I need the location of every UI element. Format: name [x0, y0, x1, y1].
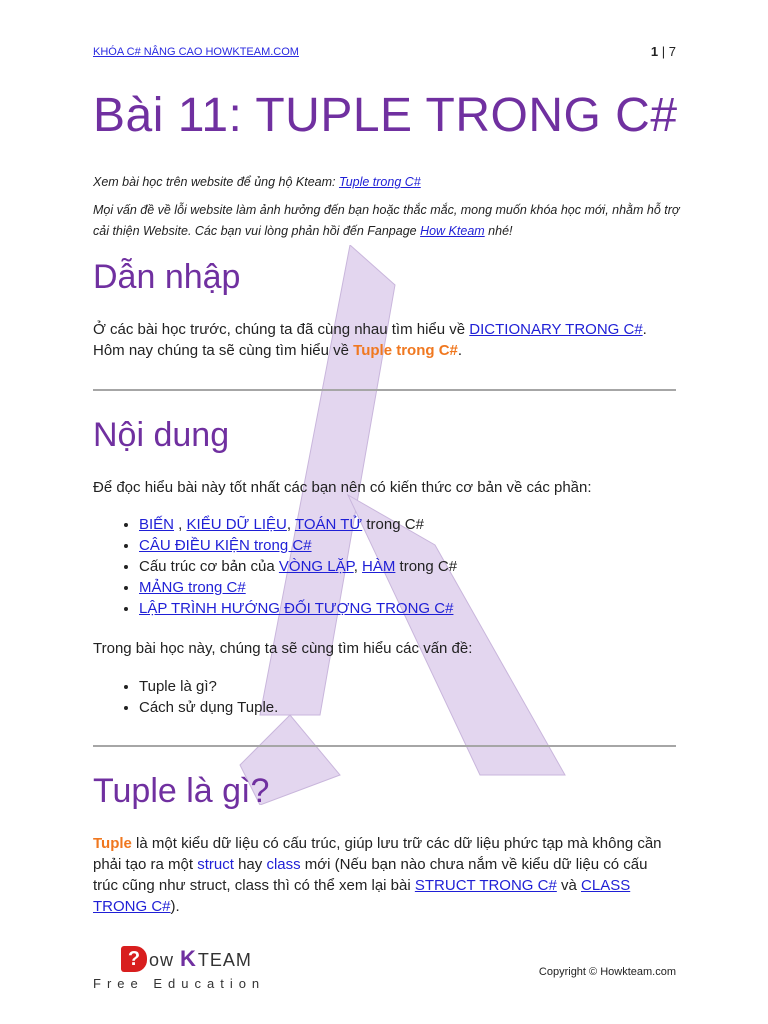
- divider: [93, 389, 676, 391]
- page-separator: |: [658, 44, 669, 59]
- ham-link[interactable]: HÀM: [362, 558, 396, 575]
- intro-paragraph: Ở các bài học trước, chúng ta đã cùng nhau tìm hiểu về DICTIONARY TRONG C#. Hôm nay chúng ta sẽ cùng tìm hiểu về Tuple trong C#.: [93, 321, 647, 359]
- copyright-text: Copyright © Howkteam.com: [538, 966, 676, 978]
- list-item: • BIẾN , KIỂU DỮ LIỆU, TOÁN TỬ trong C#: [139, 514, 457, 535]
- page-number: [651, 44, 676, 59]
- section-heading-content: Nội dung: [93, 416, 230, 454]
- course-header-link[interactable]: KHÓA C# NÂNG CAO HOWKTEAM.COM: [93, 46, 299, 58]
- total-pages: 7: [668, 44, 676, 59]
- mang-link[interactable]: MẢNG trong C#: [139, 579, 246, 596]
- bien-link[interactable]: BIẾN: [139, 516, 175, 533]
- intro-feedback-line: Mọi vấn đề về lỗi website làm ảnh hưởng đến bạn hoặc thắc mắc, mong muốn khóa học mới, nhằm hỗ trợ cải thiện Website. Các bạn vui lòng phản hồi đến Fanpage How Kteam nhé!: [93, 203, 680, 238]
- page-title: Bài 11: TUPLE TRONG C#: [93, 89, 678, 142]
- lesson-link[interactable]: Tuple trong C#: [338, 175, 421, 189]
- oop-link[interactable]: LẬP TRÌNH HƯỚNG ĐỐI TƯỢNG TRONG C#: [139, 600, 454, 617]
- intro-website-line: Xem bài học trên website để ủng hộ Kteam: Tuple trong C#: [93, 175, 421, 189]
- logo-tagline: Free Education: [93, 976, 266, 991]
- list-item: [139, 598, 457, 619]
- struct-link[interactable]: STRUCT TRONG C#: [414, 877, 557, 894]
- list-item: [139, 577, 457, 598]
- prereq-intro: Để đọc hiểu bài này tốt nhất các bạn nên có kiến thức cơ bản về các phần:: [93, 479, 592, 496]
- kieu-du-lieu-link[interactable]: KIỂU DỮ LIỆU: [186, 516, 287, 533]
- tuple-paragraph: Tuple là một kiểu dữ liệu có cấu trúc, giúp lưu trữ các dữ liệu phức tạp mà không cần phải tạo ra một struct hay class mới (Nếu bạn nào chưa nắm về kiểu dữ liệu có cấu trúc cũng như struct, class thì có thể xem lại bài STRUCT TRONG C# và CLASS TRONG C#).: [93, 835, 662, 915]
- list-item: • Cách sử dụng Tuple.: [139, 697, 278, 718]
- toan-tu-link[interactable]: TOÁN TỬ: [294, 516, 363, 533]
- class-link[interactable]: CLASS TRONG C#: [93, 877, 631, 915]
- cau-dieu-kien-link[interactable]: CÂU ĐIỀU KIỆN trong C#: [139, 537, 312, 554]
- topics-list: [93, 676, 278, 718]
- list-item: • Tuple là gì?: [139, 676, 278, 697]
- dictionary-link[interactable]: DICTIONARY TRONG C#: [469, 321, 643, 338]
- logo-question-icon: ?: [121, 946, 147, 972]
- vong-lap-link[interactable]: VÒNG LẶP: [278, 558, 354, 575]
- section-heading-tuple: Tuple là gì?: [93, 772, 270, 810]
- k-icon: K: [180, 946, 197, 971]
- list-item: [139, 535, 457, 556]
- howkteam-logo: ? ow KTEAM Free Education: [93, 946, 266, 991]
- fanpage-link[interactable]: How Kteam: [420, 224, 485, 238]
- current-page: 1: [650, 44, 659, 59]
- divider: [93, 745, 676, 747]
- list-item: • Cấu trúc cơ bản của VÒNG LẶP, HÀM trong C#: [139, 556, 457, 577]
- prereq-list: [93, 514, 457, 619]
- topics-intro: Trong bài học này, chúng ta sẽ cùng tìm hiểu các vấn đề:: [93, 640, 473, 657]
- section-heading-intro: Dẫn nhập: [93, 258, 241, 296]
